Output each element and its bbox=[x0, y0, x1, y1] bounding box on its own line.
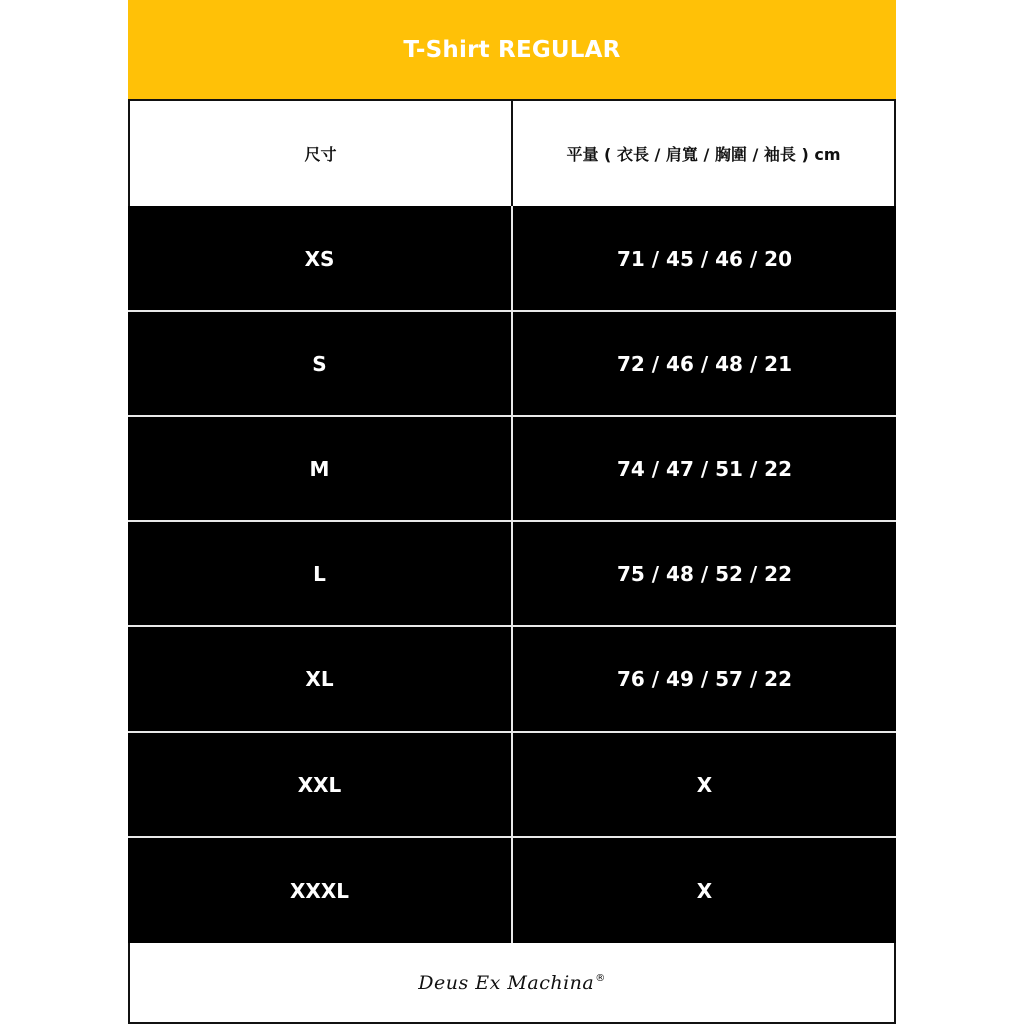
measurement-cell: 75 / 48 / 52 / 22 bbox=[512, 522, 896, 626]
size-cell: XXXL bbox=[128, 838, 512, 944]
brand-footer bbox=[128, 943, 896, 1024]
size-cell: XXL bbox=[128, 733, 512, 837]
table-row bbox=[128, 731, 896, 837]
brand-logo bbox=[418, 972, 605, 994]
size-cell: S bbox=[128, 312, 512, 416]
size-chart bbox=[128, 0, 896, 1024]
table-row bbox=[128, 520, 896, 626]
measurement-cell: 74 / 47 / 51 / 22 bbox=[512, 417, 896, 521]
size-cell: L bbox=[128, 522, 512, 626]
brand-name: Deus Ex Machina bbox=[418, 971, 595, 994]
table-row bbox=[128, 310, 896, 416]
header-measurements: 平量 ( 衣長 / 肩寬 / 胸圍 / 袖長 ) cm bbox=[512, 99, 896, 206]
size-cell: XS bbox=[128, 206, 512, 311]
table-row bbox=[128, 836, 896, 944]
measurement-cell: X bbox=[512, 733, 896, 837]
measurement-cell: 71 / 45 / 46 / 20 bbox=[512, 206, 896, 311]
header-size: 尺寸 bbox=[128, 99, 512, 206]
size-table bbox=[128, 99, 896, 944]
measurement-cell: X bbox=[512, 838, 896, 944]
measurement-cell: 76 / 49 / 57 / 22 bbox=[512, 627, 896, 731]
measurement-cell: 72 / 46 / 48 / 21 bbox=[512, 312, 896, 416]
table-row bbox=[128, 415, 896, 521]
table-row bbox=[128, 625, 896, 731]
table-header-row bbox=[128, 99, 896, 206]
table-row bbox=[128, 206, 896, 311]
size-cell: XL bbox=[128, 627, 512, 731]
chart-title: T-Shirt REGULAR bbox=[128, 0, 896, 99]
size-cell: M bbox=[128, 417, 512, 521]
registered-mark: ® bbox=[595, 973, 606, 985]
